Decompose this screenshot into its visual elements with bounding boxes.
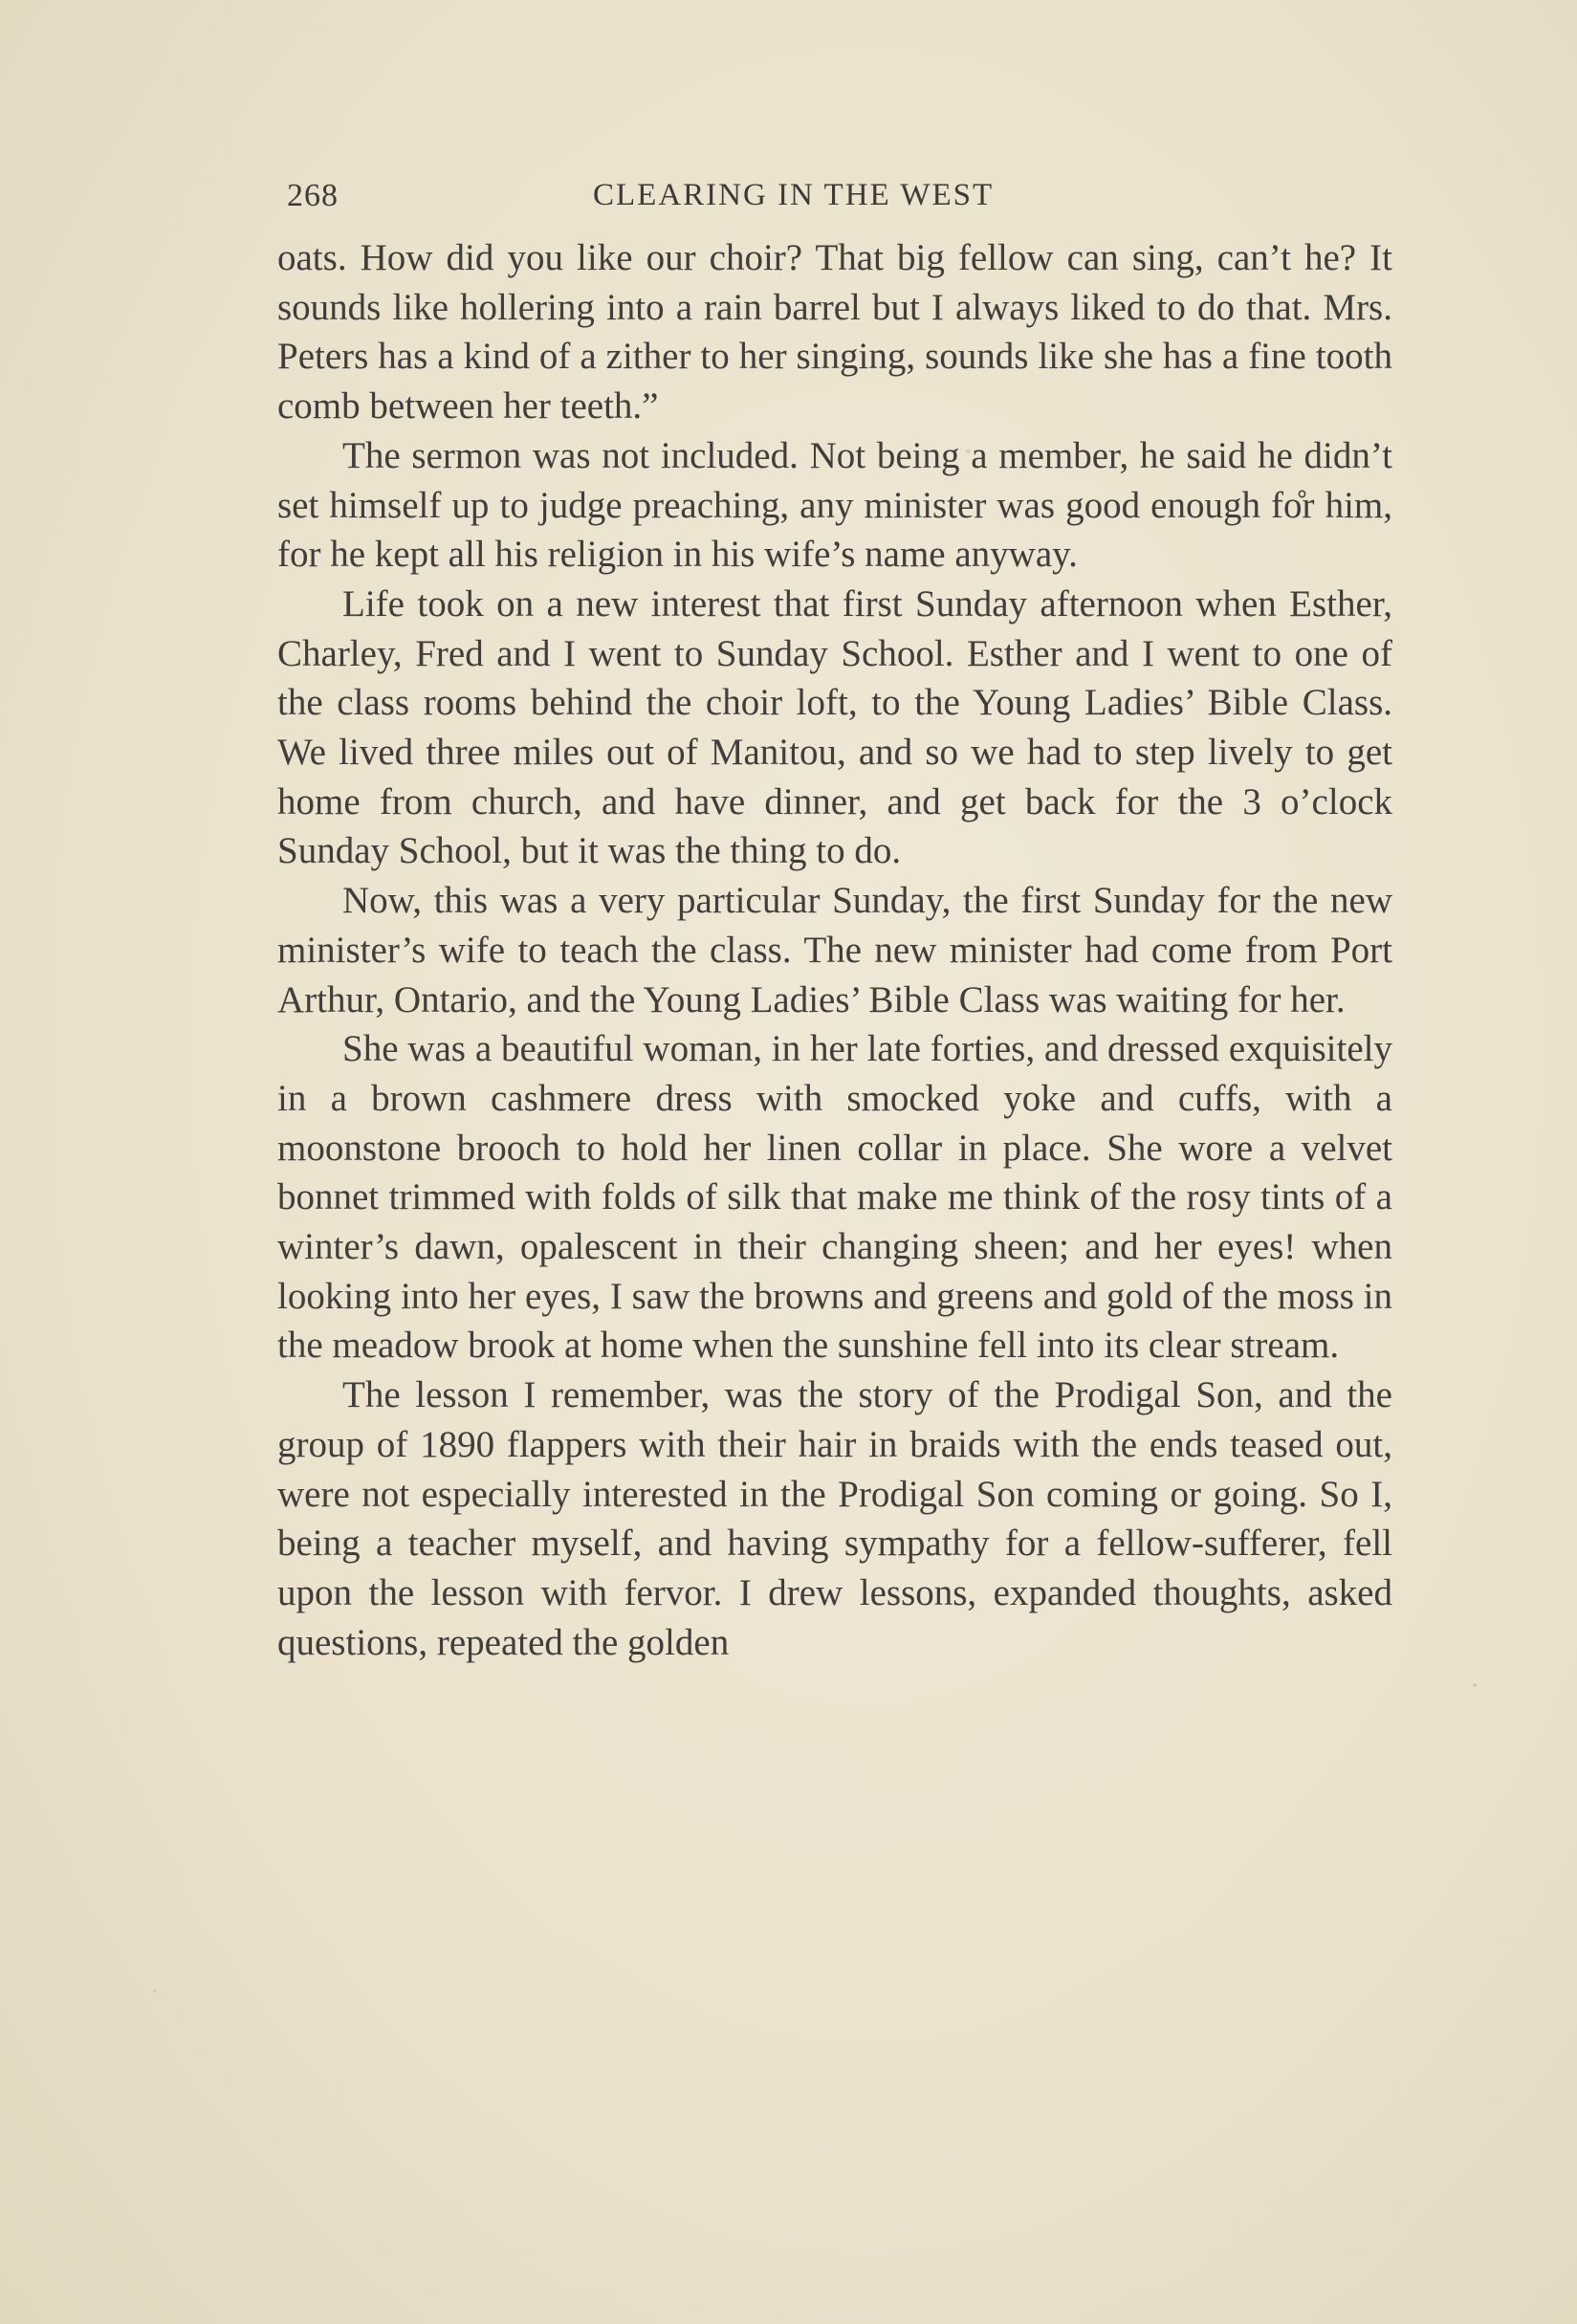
paper-speck bbox=[153, 1989, 156, 1992]
paragraph-4: Now, this was a very particular Sunday, the first Sunday for the new minister’s wife to teach the class. The new minister had come from Port Arthur, Ontario, and the Young Ladies’ Bible Class was waiting for her. bbox=[277, 880, 1392, 1020]
body-text bbox=[277, 233, 1392, 1667]
running-head: CLEARING IN THE WEST bbox=[593, 178, 995, 212]
paragraph-1: oats. How did you like our choir? That big fellow can sing, can’t he? It sounds like hollering into a rain barrel but I always liked to do that. Mrs. Peters has a kind of a zither to her singing, sounds like she has a fine tooth comb between her teeth.” bbox=[277, 237, 1392, 428]
page-number: 268 bbox=[287, 178, 339, 213]
paper-speck bbox=[966, 449, 971, 453]
paragraph-5: She was a beautiful woman, in her late forties, and dressed exquisitely in a brown cashmere dress with smocked yoke and cuffs, with a moonstone brooch to hold her linen collar in place. She wore a velvet bonnet trimmed with folds of silk that make me think of the rosy tints of a winter’s dawn, opalescent in their changing sheen; and her eyes! when looking into her eyes, I saw the browns and greens and gold of the moss in the meadow brook at home when the sunshine fell into its clear stream. bbox=[277, 1028, 1392, 1367]
paragraph-3: Life took on a new interest that first Sunday afternoon when Esther, Charley, Fred and I went to Sunday School. Esther and I went to one of the class rooms behind the choir loft, to the Young Ladies’ Bible Class. We lived three miles out of Manitou, and so we had to step lively to get home from church, and have dinner, and get back for the 3 o’clock Sunday School, but it was the thing to do. bbox=[277, 582, 1392, 872]
paragraph-6: The lesson I remember, was the story of the Prodigal Son, and the group of 1890 flappers with their hair in braids with the ends teased out, were not especially interested in the Prodigal Son coming or going. So I, being a teacher myself, and having sympathy for a fellow-sufferer, fell upon the lesson with fervor. I drew lessons, expanded thoughts, asked questions, repeated the golden bbox=[277, 1374, 1392, 1663]
page-header bbox=[287, 172, 1081, 226]
paragraph-2: The sermon was not included. Not being a member, he said he didn’t set himself up to judge preaching, any minister was good enough fo̊r him, for he kept all his religion in his wife’s name anyway. bbox=[277, 434, 1392, 576]
paper-speck bbox=[1473, 1683, 1477, 1687]
